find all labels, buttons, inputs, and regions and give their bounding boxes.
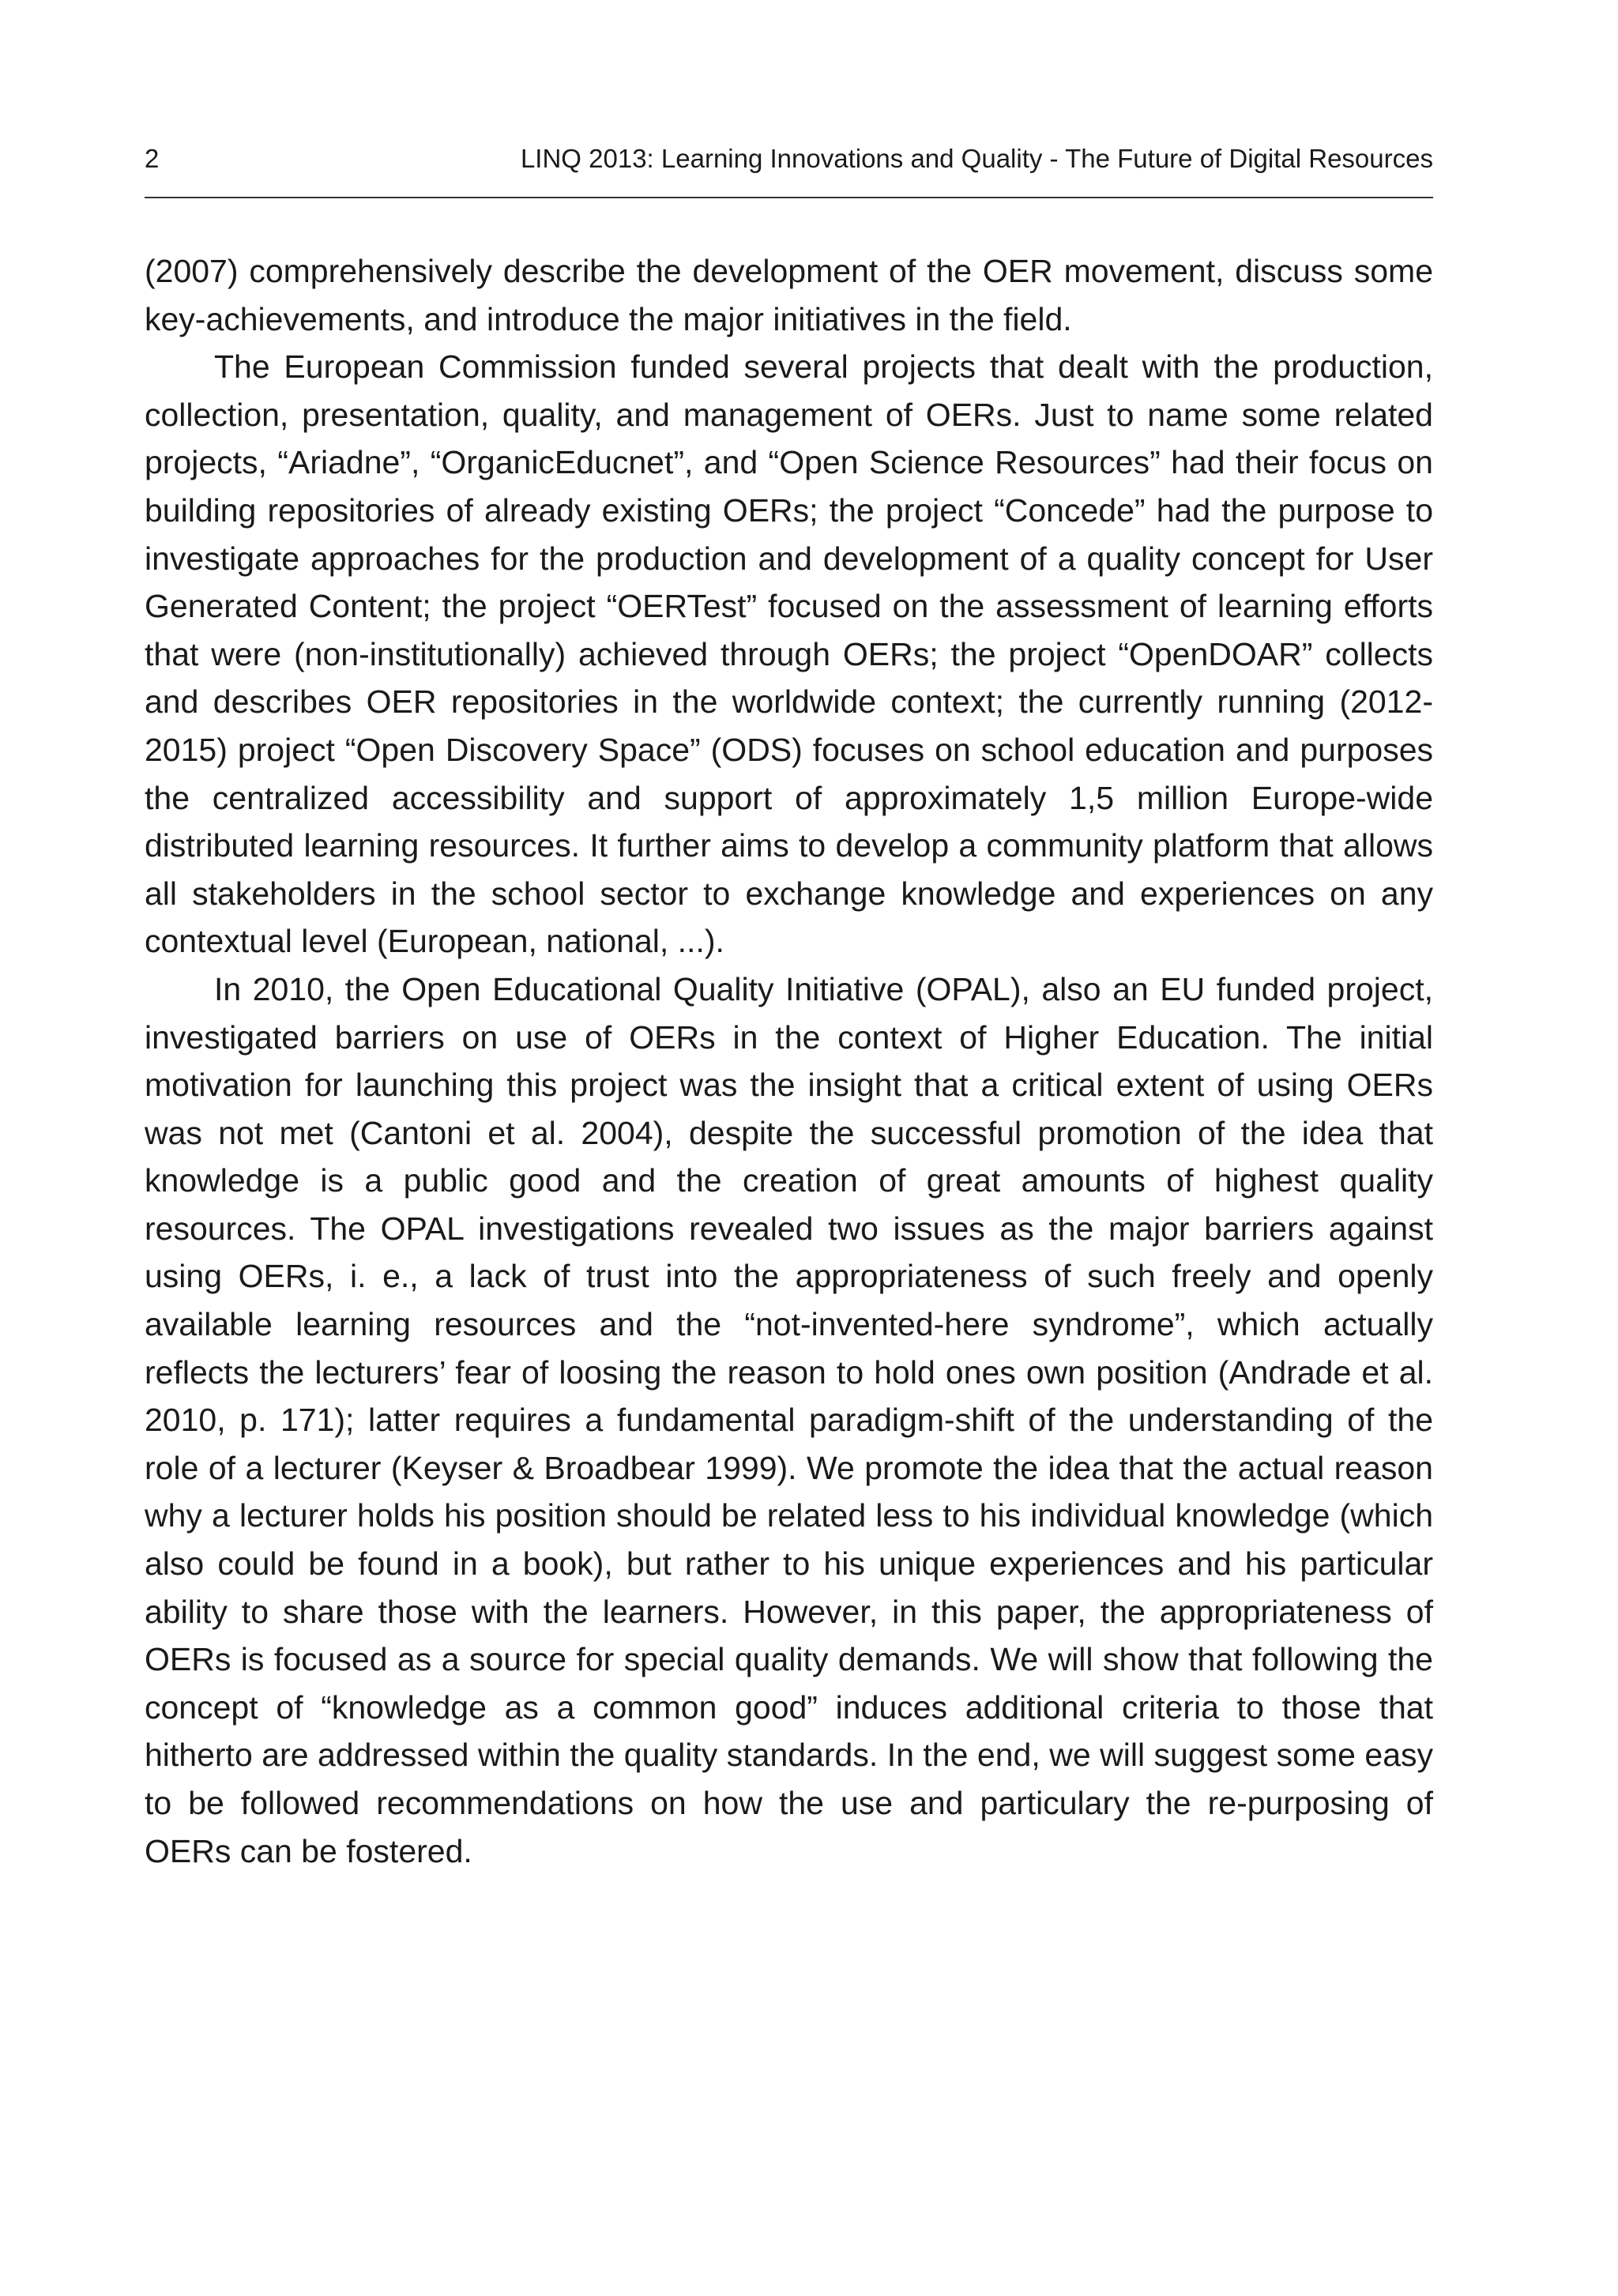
header-divider [145,197,1433,198]
body-text [145,247,1433,1875]
page-number: 2 [145,144,160,173]
paragraph-continuation: (2007) comprehensively describe the development of the OER movement, discuss some key-achievements, and introduce the major initiatives in the field. [145,253,1433,337]
running-header-title: LINQ 2013: Learning Innovations and Quality - The Future of Digital Resources [520,144,1433,173]
paragraph-opal: In 2010, the Open Educational Quality Initiative (OPAL), also an EU funded project, investigated barriers on use of OERs in the context of Higher Education. The initial motivation for launching this project was the insight that a critical extent of using OERs was not met (Cantoni et al. 2004), despite the successful promotion of the idea that knowledge is a public good and the creation of great amounts of highest quality resources. The OPAL investigations revealed two issues as the major barriers against using OERs, i. e., a lack of trust into the appropriateness of such freely and openly available learning resources and the “not-invented-here syndrome”, which actually reflects the lecturers’ fear of loosing the reason to hold ones own position (Andrade et al. 2010, p. 171); latter requires a fundamental paradigm-shift of the understanding of the role of a lecturer (Keyser & Broadbear 1999). We promote the idea that the actual reason why a lecturer holds his position should be related less to his individual knowledge (which also could be found in a book), but rather to his unique experiences and his particular ability to share those with the learners. However, in this paper, the appropriateness of OERs is focused as a source for special quality demands. We will show that following the concept of “knowledge as a common good” induces additional criteria to those that hitherto are addressed within the quality standards. In the end, we will suggest some easy to be followed recommendations on how the use and particulary the re-purposing of OERs can be fostered. [145,970,1433,1869]
running-header [145,139,1433,179]
paragraph-eu-projects: The European Commission funded several projects that dealt with the production, collection, presentation, quality, and management of OERs. Just to name some related projects, “Ariadne”, “OrganicEducnet”, and “Open Science Resources” had their focus on building repositories of already existing OERs; the project “Concede” had the purpose to investigate approaches for the production and development of a quality concept for User Generated Content; the project “OERTest” focused on the assessment of learning efforts that were (non-institutionally) achieved through OERs; the project “OpenDOAR” collects and describes OER repositories in the worldwide context; the currently running (2012-2015) project “Open Discovery Space” (ODS) focuses on school education and purposes the centralized accessibility and support of approximately 1,5 million Europe-wide distributed learning resources. It further aims to develop a community platform that allows all stakeholders in the school sector to exchange knowledge and experiences on any contextual level (European, national, ...). [145,348,1433,960]
